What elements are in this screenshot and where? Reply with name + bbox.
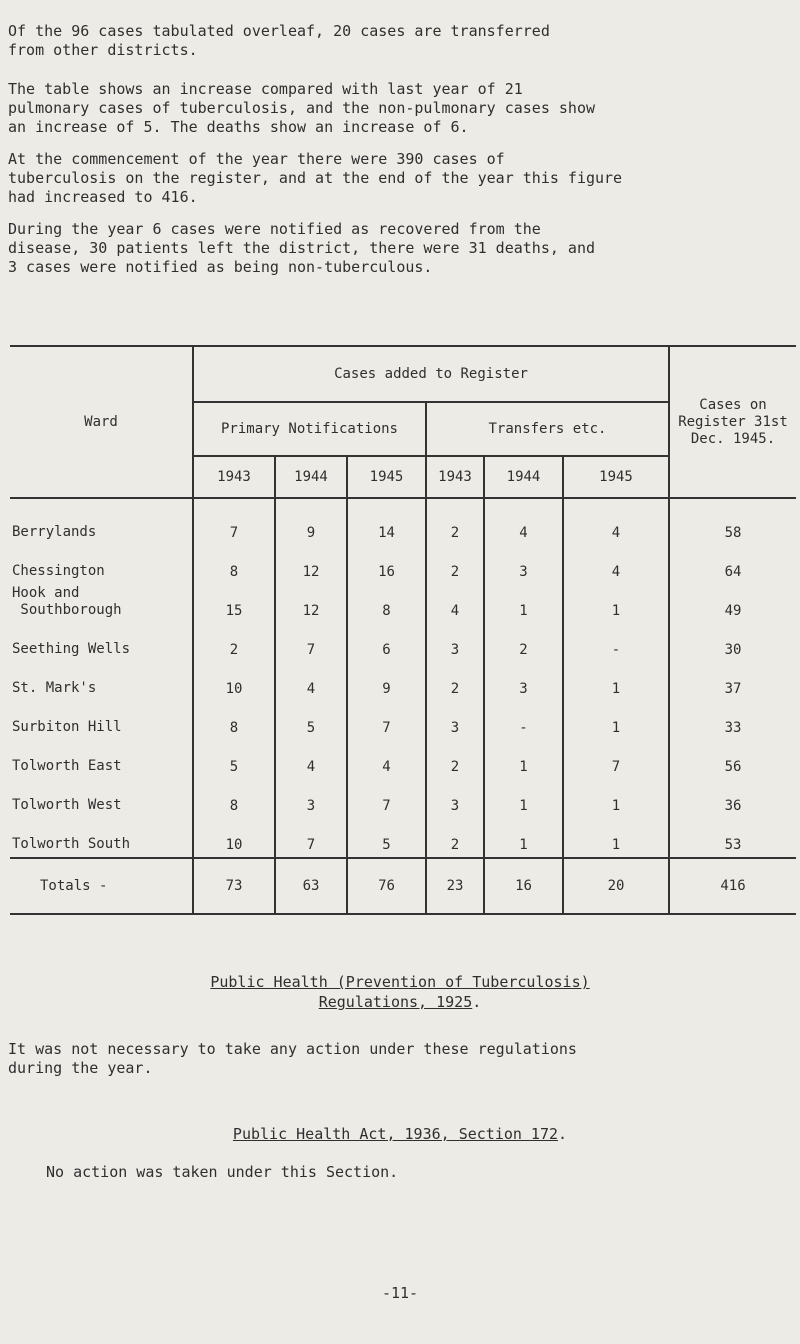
- table-cell: 4: [275, 662, 347, 701]
- table-cell: 53: [669, 818, 796, 858]
- table-cell: 2: [426, 740, 484, 779]
- table-row: [10, 498, 796, 545]
- table-cell: 4: [563, 545, 669, 584]
- total-cell: 76: [347, 858, 426, 914]
- table-cell: 33: [669, 701, 796, 740]
- table-cell: -: [563, 623, 669, 662]
- table-cell: 37: [669, 662, 796, 701]
- table-cell: 7: [347, 701, 426, 740]
- table-cell: 2: [193, 623, 275, 662]
- table-cell: 1: [484, 779, 563, 818]
- intro-paragraph-2: The table shows an increase compared with last year of 21 pulmonary cases of tuberculosis, and the non-pulmonary cases show an increase of 5. The deaths show an increase of 6.: [8, 80, 595, 136]
- table-cell: 3: [484, 662, 563, 701]
- table-cell: 16: [347, 545, 426, 584]
- table-row: [10, 779, 796, 818]
- table-cell: 4: [426, 584, 484, 623]
- table-cell: 7: [193, 498, 275, 545]
- total-cell: 416: [669, 858, 796, 914]
- year-header: 1944: [484, 456, 563, 498]
- table-cell: 1: [484, 740, 563, 779]
- primary-notifications-header: Primary Notifications: [193, 402, 426, 456]
- intro-paragraph-4: During the year 6 cases were notified as recovered from the disease, 30 patients left the district, there were 31 deaths, and 3 cases were notified as being non-tuberculous.: [8, 220, 595, 276]
- table-row: [10, 740, 796, 779]
- section1-title-tail: .: [472, 993, 482, 1011]
- table-cell: 8: [193, 545, 275, 584]
- section2-title-tail: .: [558, 1125, 568, 1143]
- ward-name: Chessington: [12, 563, 105, 579]
- table-cell: 8: [347, 584, 426, 623]
- table-cell: 3: [426, 779, 484, 818]
- table-cell: 8: [193, 701, 275, 740]
- table-row: [10, 545, 796, 584]
- section1-title-line2: Regulations, 1925: [318, 993, 473, 1011]
- section2-body: No action was taken under this Section.: [46, 1163, 399, 1181]
- table-cell: 2: [426, 818, 484, 858]
- ward-name: Seething Wells: [12, 641, 131, 657]
- section1-title-line1: Public Health (Prevention of Tuberculosis): [210, 973, 590, 991]
- table-cell: 1: [563, 701, 669, 740]
- table-cell: 56: [669, 740, 796, 779]
- year-header: 1943: [426, 456, 484, 498]
- ward-name: Tolworth West: [12, 797, 122, 813]
- intro-paragraph-3: At the commencement of the year there were 390 cases of tuberculosis on the register, and at the end of the year this figure had increased to 416.: [8, 150, 623, 206]
- table-row: [10, 584, 796, 623]
- table-cell: 4: [347, 740, 426, 779]
- table-cell: 1: [484, 584, 563, 623]
- table-cell: 1: [563, 818, 669, 858]
- table-cell: 4: [563, 498, 669, 545]
- ward-name: Tolworth East: [12, 758, 122, 774]
- ward-name: Tolworth South: [12, 836, 131, 852]
- section2-title: [0, 1124, 800, 1144]
- table-cell: 14: [347, 498, 426, 545]
- total-cell: 20: [563, 858, 669, 914]
- table-cell: 10: [193, 662, 275, 701]
- table-cell: 3: [484, 545, 563, 584]
- table-cell: 2: [484, 623, 563, 662]
- table-cell: 6: [347, 623, 426, 662]
- table-cell: 2: [426, 498, 484, 545]
- table-cell: 30: [669, 623, 796, 662]
- table-cell: 12: [275, 584, 347, 623]
- table-cell: 2: [426, 662, 484, 701]
- year-header: 1943: [193, 456, 275, 498]
- table-row: [10, 623, 796, 662]
- table-cell: -: [484, 701, 563, 740]
- table-row: [10, 701, 796, 740]
- ward-name: Berrylands: [12, 524, 97, 540]
- page-number: -11-: [381, 1284, 419, 1302]
- table-cell: 4: [484, 498, 563, 545]
- table-cell: 36: [669, 779, 796, 818]
- table-cell: 5: [193, 740, 275, 779]
- total-cell: 16: [484, 858, 563, 914]
- table-cell: 7: [275, 623, 347, 662]
- ward-name: Surbiton Hill: [12, 719, 122, 735]
- table-cell: 64: [669, 545, 796, 584]
- table-cell: 7: [347, 779, 426, 818]
- register-total-header: Cases on Register 31st Dec. 1945.: [669, 346, 796, 498]
- ward-header: Ward: [10, 346, 193, 498]
- table-cell: 10: [193, 818, 275, 858]
- table-cell: 3: [275, 779, 347, 818]
- year-header: 1945: [563, 456, 669, 498]
- table-cell: 2: [426, 545, 484, 584]
- table-cell: 8: [193, 779, 275, 818]
- table-cell: 12: [275, 545, 347, 584]
- register-table: [10, 345, 796, 915]
- table-cell: 5: [275, 701, 347, 740]
- section2-title-text: Public Health Act, 1936, Section 172: [232, 1125, 559, 1143]
- intro-paragraph-1: Of the 96 cases tabulated overleaf, 20 cases are transferred from other districts.: [8, 22, 550, 59]
- table-cell: 15: [193, 584, 275, 623]
- cases-added-header: Cases added to Register: [193, 346, 669, 402]
- table-cell: 9: [275, 498, 347, 545]
- section1-title: [0, 972, 800, 1012]
- table-cell: 58: [669, 498, 796, 545]
- table-cell: 1: [563, 584, 669, 623]
- table-cell: 1: [563, 662, 669, 701]
- total-cell: 63: [275, 858, 347, 914]
- table-row: [10, 662, 796, 701]
- totals-label: Totals -: [40, 878, 108, 894]
- section1-body: It was not necessary to take any action under these regulations during the year.: [8, 1040, 577, 1077]
- ward-name: Hook and Southborough: [12, 585, 122, 618]
- year-header: 1944: [275, 456, 347, 498]
- table-cell: 7: [563, 740, 669, 779]
- table-cell: 3: [426, 623, 484, 662]
- table-cell: 1: [563, 779, 669, 818]
- table-cell: 49: [669, 584, 796, 623]
- year-header: 1945: [347, 456, 426, 498]
- total-cell: 23: [426, 858, 484, 914]
- table-cell: 3: [426, 701, 484, 740]
- table-cell: 1: [484, 818, 563, 858]
- ward-name: St. Mark's: [12, 680, 97, 696]
- table-cell: 5: [347, 818, 426, 858]
- total-cell: 73: [193, 858, 275, 914]
- table-cell: 7: [275, 818, 347, 858]
- table-row: [10, 818, 796, 858]
- table-cell: 9: [347, 662, 426, 701]
- transfers-header: Transfers etc.: [426, 402, 669, 456]
- table-cell: 4: [275, 740, 347, 779]
